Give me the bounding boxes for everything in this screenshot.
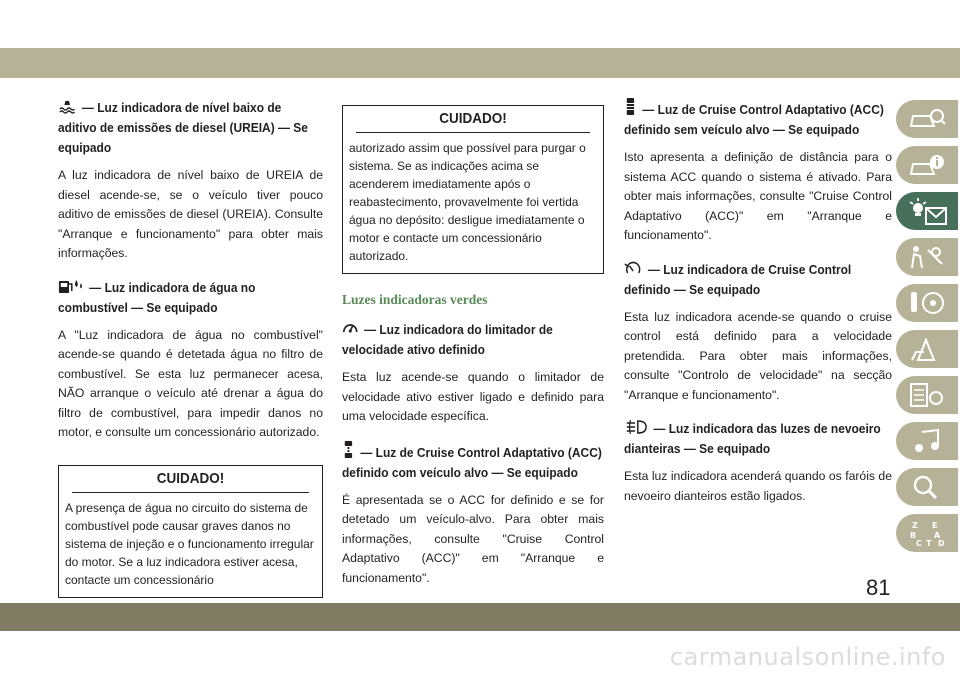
starting-operating-icon bbox=[908, 290, 946, 316]
acc-without-target-icon bbox=[624, 98, 637, 116]
multimedia-icon bbox=[908, 428, 946, 454]
safety-icon bbox=[908, 244, 946, 270]
watermark: carmanualsonline.info bbox=[669, 643, 946, 671]
heading-speed-limiter: — Luz indicadora do limitador de velocidade ativo definido bbox=[342, 322, 553, 357]
svg-text:C: C bbox=[916, 539, 922, 548]
tab-safety[interactable] bbox=[896, 238, 958, 276]
caution-text: autorizado assim que possível para purgar o sistema. Se as indicações acima se acenderem imediatamente após o reabastecimento, provavelmente foi vertida água no depósito: desligue imediatamente o motor e contacte um concessionário autorizado. bbox=[349, 141, 586, 263]
body-acc-no-target: Isto apresenta a definição de distância para o sistema ACC quando o sistema é ativado. Para obter mais informações, consulte "Cruise Control Adaptativo (ACC)" em "Arranque e funcionamento". bbox=[624, 150, 892, 242]
heading-front-fog: — Luz indicadora das luzes de nevoeiro dianteiras — Se equipado bbox=[624, 421, 881, 456]
body-acc-target: É apresentada se o ACC for definido e se for detetado um veículo-alvo. Para obter mais informações, consulte "Cruise Control Adaptativo (ACC)" em "Arranque e funcionamento". bbox=[342, 492, 604, 585]
header-band bbox=[0, 48, 960, 78]
chapter-tabs bbox=[896, 100, 960, 560]
tab-starting-operating[interactable] bbox=[896, 284, 958, 322]
caution-title: CUIDADO! bbox=[72, 466, 309, 493]
body-front-fog: Esta luz indicadora acenderá quando os faróis de nevoeiro dianteiros estão ligados. bbox=[624, 469, 892, 503]
front-fog-light-icon bbox=[624, 419, 648, 435]
body-water-in-fuel: A "Luz indicadora de água no combustível" acende-se quando é detetada água no filtro de combustível. Se esta luz permanecer acesa, NÃO arranque o veículo até drenar a água do filtro de combustível, para impedir danos no motor, e consulte um concessionário autorizado. bbox=[58, 327, 323, 439]
caution-box-1 bbox=[58, 465, 323, 598]
car-search-icon bbox=[908, 106, 946, 132]
body-urea: A luz indicadora de nível baixo de UREIA de diesel acende-se, se o veículo tiver pouco aditivo de emissões de diesel (UREIA). Consulte "Arranque e funcionamento" para obter mais informações. bbox=[58, 168, 323, 260]
heading-cruise-set: — Luz indicadora de Cruise Control definido — Se equipado bbox=[624, 261, 852, 297]
column-3 bbox=[624, 98, 892, 520]
page-number: 81 bbox=[866, 575, 891, 600]
column-1 bbox=[58, 98, 323, 598]
index-search-icon bbox=[908, 474, 946, 500]
svg-text:Z: Z bbox=[912, 521, 918, 530]
caution-box-2 bbox=[342, 105, 604, 274]
svg-text:T: T bbox=[926, 539, 932, 548]
tab-warning-lights-messages[interactable] bbox=[896, 192, 958, 230]
car-info-icon bbox=[908, 152, 946, 178]
service-icon bbox=[908, 382, 946, 408]
green-indicators-title: Luzes indicadoras verdes bbox=[342, 292, 488, 307]
tab-multimedia[interactable] bbox=[896, 422, 958, 460]
emergency-icon bbox=[908, 336, 946, 362]
acc-with-target-icon bbox=[342, 441, 355, 459]
tab-service[interactable] bbox=[896, 376, 958, 414]
urea-level-icon bbox=[58, 100, 76, 114]
svg-text:E: E bbox=[932, 521, 938, 530]
body-speed-limiter: Esta luz acende-se quando o limitador de velocidade ativo estiver ligado e definido para uma velocidade específica. bbox=[342, 370, 604, 423]
body-cruise-set: Esta luz indicadora acende-se quando o cruise control está definido para a velocidade pretendida. Para obter mais informações, consulte "Controlo de velocidade" na secção "Arranque e funcionamento". bbox=[624, 309, 892, 402]
tab-language[interactable] bbox=[896, 514, 958, 552]
tab-emergency[interactable] bbox=[896, 330, 958, 368]
svg-text:A: A bbox=[934, 531, 941, 540]
caution-text: A presença de água no circuito do sistema de combustível pode causar graves danos no sistema de injeção e o funcionamento irregular do motor. Se a luz indicadora estiver acesa, contacte um concessionário bbox=[65, 500, 314, 587]
tab-index[interactable] bbox=[896, 468, 958, 506]
heading-acc-no-target: — Luz de Cruise Control Adaptativo (ACC) definido sem veículo alvo — Se equipado bbox=[624, 98, 890, 140]
heading-acc-target: — Luz de Cruise Control Adaptativo (ACC) definido com veículo alvo — Se equipado bbox=[342, 441, 602, 483]
heading-urea: — Luz indicadora de nível baixo de aditivo de emissões de diesel (UREIA) — Se equipado bbox=[58, 100, 308, 155]
svg-text:B: B bbox=[910, 531, 917, 540]
tab-car-info[interactable] bbox=[896, 146, 958, 184]
warning-light-message-icon bbox=[908, 198, 948, 226]
water-in-fuel-icon bbox=[58, 278, 84, 294]
cruise-control-icon bbox=[624, 260, 642, 276]
language-icon bbox=[908, 520, 946, 548]
svg-text:D: D bbox=[938, 539, 945, 548]
column-2 bbox=[342, 105, 604, 602]
caution-title: CUIDADO! bbox=[356, 106, 590, 133]
footer-band bbox=[0, 603, 960, 631]
heading-water-in-fuel: — Luz indicadora de água no combustível — Se equipado bbox=[58, 279, 256, 315]
tab-car-search[interactable] bbox=[896, 100, 958, 138]
speed-limiter-icon bbox=[342, 320, 359, 336]
